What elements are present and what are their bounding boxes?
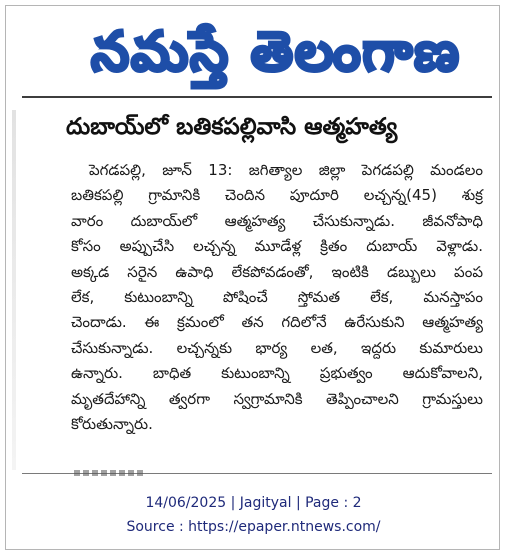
article-line: అక్కడ సరైన ఉపాధి లేకపోవడంతో, ఇంటికి డబ్బులు పంప: [71, 262, 483, 281]
header-rule: [22, 96, 492, 98]
article-line: పెగడపల్లి, జూన్ 13: జగిత్యాల జిల్లా పెగడపల్లి మండలం: [89, 161, 483, 179]
article-line: ఉన్నారు. బాధిత కుటుంబాన్ని ప్రభుత్వం ఆదుకోవాలని,: [71, 364, 483, 383]
article-line: లేక, కుటుంబాన్ని పోషించే స్తోమత లేక, మనస్తాపం: [71, 288, 483, 307]
column-gutter-shadow: [12, 110, 16, 470]
clipping-date-line: 14/06/2025 | Jagityal | Page : 2: [145, 495, 362, 511]
article-headline: దుబాయ్‌లో బతికపల్లివాసి ఆత్మహత్య: [66, 114, 398, 140]
article-line: బతికపల్లి గ్రామానికి చెందిన పూదూరి లచ్చన్న(45) శుక్ర: [71, 186, 483, 205]
article-line: కోసం అప్పుచేసి లచ్చన్న మూడేళ్ల క్రితం దుబాయ్ వెళ్లాడు.: [71, 237, 483, 256]
clipping-source-line: Source : https://epaper.ntnews.com/: [126, 519, 381, 535]
article-line: చేసుకున్నాడు. లచ్చన్నకు భార్య లత, ఇద్దరు కుమారులు: [71, 338, 483, 357]
article-line: కోరుతున్నారు.: [71, 415, 153, 434]
newspaper-clipping: [12, 10, 496, 480]
cut-off-text-fragment: [74, 470, 144, 476]
article-line: వారం దుబాయ్‌లో ఆత్మహత్య చేసుకున్నాడు. జీవనోపాధి: [71, 211, 483, 230]
masthead-title: నమస్తే తెలంగాణ: [91, 20, 461, 83]
article-line: చెందాడు. ఈ క్రమంలో తన గదిలోనే ఉరేసుకుని ఆత్మహత్య: [71, 313, 483, 332]
article-body: [71, 158, 483, 437]
article-line: మృతదేహాన్ని త్వరగా స్వగ్రామానికి తెప్పించాలని గ్రామస్తులు: [71, 389, 483, 408]
